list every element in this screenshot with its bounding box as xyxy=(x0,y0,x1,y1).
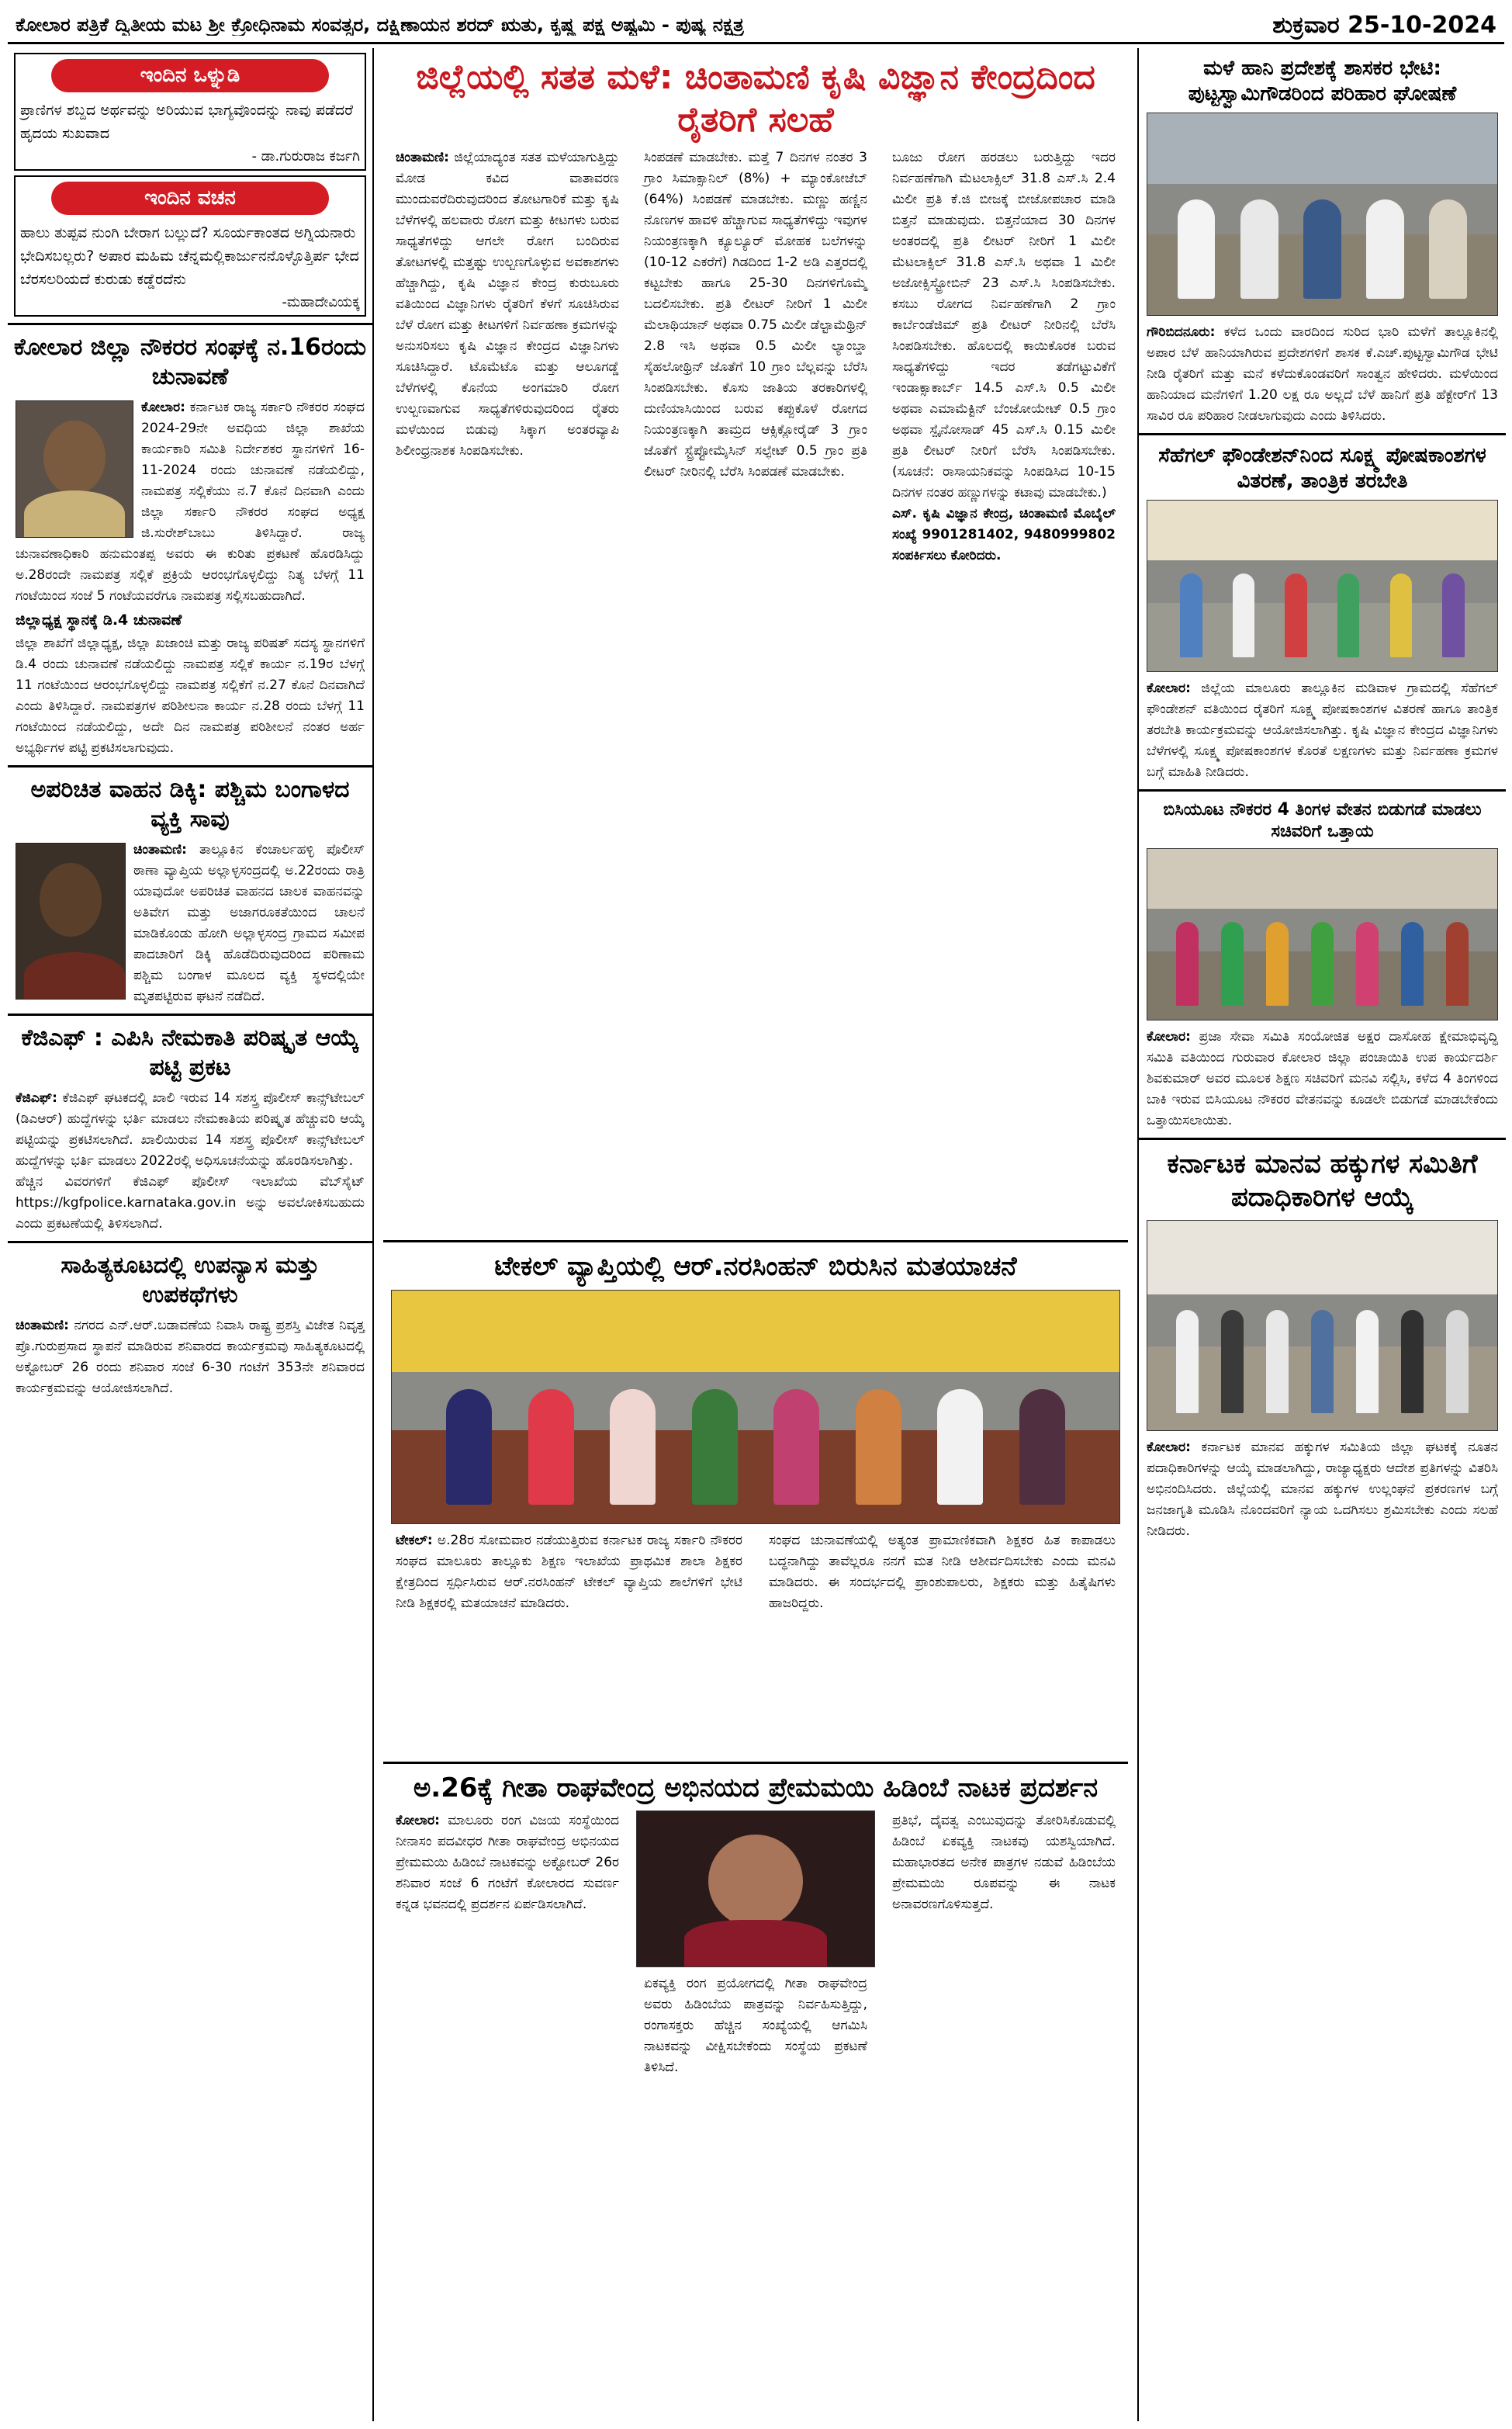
article-body: ಬೂಜು ರೋಗ ಹರಡಲು ಬರುತ್ತಿದ್ದು ಇದರ ನಿರ್ವಹಣೆಗಾಗಿ ಮೆಟಲಾಕ್ಸಿಲ್ 31.8 ಎಸ್.ಸಿ 2.4 ಮಿಲೀ ಪ್ರತಿ ಕೆ.ಜಿ ಬೀಜಕ್ಕೆ ಬೀಜೋಪಚಾರ ಮಾಡಿ ಬಿತ್ತನೆ ಮಾಡುವುದು. ಬಿತ್ತನೆಯಾದ 30 ದಿನಗಳ ಅಂತರದಲ್ಲಿ ಪ್ರತಿ ಲೀಟರ್ ನೀರಿಗೆ 1 ಮಿಲೀ ಮೆಟಲಾಕ್ಸಿಲ್ 31.8 ಎಸ್.ಸಿ ಅಥವಾ 1 ಮಿಲೀ ಅಜೋಕ್ಸಿಸ್ಟ್ರೋಬಿನ್ 23 ಎಸ್.ಸಿ ಸಿಂಪಡಿಸಬೇಕು. ಕಸಬು ರೋಗದ ನಿರ್ವಹಣೆಗಾಗಿ 2 ಗ್ರಾಂ ಕಾರ್ಬೆಂಡೆಜಿಮ್ ಪ್ರತಿ ಲೀಟರ್ ನೀರಿನಲ್ಲಿ ಬೆರೆಸಿ ಸಿಂಪಡಿಸಬೇಕು. ಹೊಲದಲ್ಲಿ ಕಾಯಿಕೊರಕ ಬರುವ ಸಾಧ್ಯತೆಗಳಿದ್ದು ಇದರ ತಡೆಗಟ್ಟುವಿಕೆಗೆ ಇಂಡಾಕ್ಸಾಕಾರ್ಬ್ 14.5 ಎಸ್.ಸಿ 0.5 ಮಿಲೀ ಅಥವಾ ಎಮಾಮೆಕ್ಟಿನ್ ಬೆಂಜೋಯೇಟ್ 0.5 ಗ್ರಾಂ ಅಥವಾ ಸ್ಪೈನೋಸಾಡ್ 45 ಎಸ್.ಸಿ 0.15 ಮಿಲೀ ಪ್ರತಿ ಲೀಟರ್ ನೀರಿಗೆ ಬೆರೆಸಿ ಸಿಂಪಡಿಸಬೇಕು. (ಸೂಚನೆ: ರಾಸಾಯನಿಕವನ್ನು ಸಿಂಪಡಿಸಿದ 10-15 ದಿನಗಳ ನಂತರ ಹಣ್ಣುಗಳನ್ನು ಕಟಾವು ಮಾಡಬೇಕು.) xyxy=(892,150,1116,501)
article-body: ಜಿಲ್ಲಾ ಶಾಖೆಗೆ ಜಿಲ್ಲಾಧ್ಯಕ್ಷ, ಜಿಲ್ಲಾ ಖಜಾಂಚಿ ಮತ್ತು ರಾಜ್ಯ ಪರಿಷತ್ ಸದಸ್ಯ ಸ್ಥಾನಗಳಿಗೆ ಡಿ.4 ರಂದು ಚುನಾವಣೆ ನಡೆಯಲಿದ್ದು ನಾಮಪತ್ರ ಸಲ್ಲಿಕೆ ಕಾರ್ಯ ನ.19ರ ಬೆಳಗ್ಗೆ 11 ಗಂಟೆಯಿಂದ ಆರಂಭಗೊಳ್ಳಲಿದ್ದು ನಾಮಪತ್ರ ಸಲ್ಲಿಕೆಗೆ ನ.27 ಕೊನೆ ದಿನವಾಗಿದೆ ಎಂದು ತಿಳಿಸಿದ್ದಾರೆ. ನಾಮಪತ್ರಗಳ ಪರಿಶೀಲನಾ ಕಾರ್ಯ ನ.28 ರಂದು ಬೆಳಗ್ಗೆ 11 ಗಂಟೆಯಿಂದ ನಡೆಯಲಿದ್ದು, ಅದೇ ದಿನ ನಾಮಪತ್ರ ಪರಿಶೀಲನೆ ನಂತರ ಅರ್ಹ ಅಭ್ಯರ್ಥಿಗಳ ಪಟ್ಟಿ ಪ್ರಕಟಿಸಲಾಗುವುದು. xyxy=(16,636,365,756)
headline-tekal-campaign[interactable]: ಟೇಕಲ್ ವ್ಯಾಪ್ತಿಯಲ್ಲಿ ಆರ್.ನರಸಿಂಹನ್ ಬಿರುಸಿನ ಮತಯಾಚನೆ xyxy=(494,1251,1017,1282)
headline-kgf-recruitment[interactable]: ಕೆಜಿಎಫ್ : ಎಪಿಸಿ ನೇಮಕಾತಿ ಪರಿಷ್ಕೃತ ಆಯ್ಕೆ ಪಟ್ಟಿ ಪ್ರಕಟ xyxy=(21,1024,359,1081)
masthead xyxy=(8,8,1504,44)
newspaper-page xyxy=(8,8,1504,2421)
mla-visit-photo xyxy=(1147,113,1498,316)
article-body: ಕರ್ನಾಟಕ ರಾಜ್ಯ ಸರ್ಕಾರಿ ನೌಕರರ ಸಂಘದ 2024-29ನೇ ಅವಧಿಯ ಜಿಲ್ಲಾ ಶಾಖೆಯ ಕಾರ್ಯಕಾರಿ ಸಮಿತಿ ನಿರ್ದೇಶಕರ ಸ್ಥಾನಗಳಿಗೆ 16-11-2024 ರಂದು ಚುನಾವಣೆ ನಡೆಯಲಿದ್ದು, ನಾಮಪತ್ರ ಸಲ್ಲಿಕೆಯು ನ.7 ಕೊನೆ ದಿನವಾಗಿ ಎಂದು ಜಿಲ್ಲಾ ಸರ್ಕಾರಿ ನೌಕರರ ಸಂಘದ ಅಧ್ಯಕ್ಷ ಜಿ.ಸುರೇಶ್‌ಬಾಬು ತಿಳಿಸಿದ್ದಾರೆ. ರಾಜ್ಯ ಚುನಾವಣಾಧಿಕಾರಿ ಹನುಮಂತಪ್ಪ ಅವರು ಈ ಕುರಿತು ಪ್ರಕಟಣೆ ಹೊರಡಿಸಿದ್ದು ಅ.28ರಂದೇ ನಾಮಪತ್ರ ಸಲ್ಲಿಕೆ ಪ್ರಕ್ರಿಯೆ ಆರಂಭಗೊಳ್ಳಲಿದ್ದು ನಿತ್ಯ ಬೆಳಗ್ಗೆ 11 ಗಂಟೆಯಿಂದ ಸಂಜೆ 5 ಗಂಟೆಯವರೆಗೂ ನಾಮಪತ್ರ ಸಲ್ಲಿಸಬಹುದಾಗಿದೆ. xyxy=(16,400,365,604)
quote-title: ಇಂದಿನ ಒಳ್ನುಡಿ xyxy=(51,59,329,92)
article-body: ತಾಲ್ಲೂಕಿನ ಕೆಂಚಾರ್ಲಹಳ್ಳಿ ಪೊಲೀಸ್ ಠಾಣಾ ವ್ಯಾಪ್ತಿಯ ಅಲ್ಲಾಳ್ಳಸಂದ್ರದಲ್ಲಿ ಅ.22ರಂದು ರಾತ್ರಿ ಯಾವುದೋ ಅಪರಿಚಿತ ವಾಹನದ ಚಾಲಕ ವಾಹನವನ್ನು ಅತಿವೇಗ ಮತ್ತು ಅಜಾಗರೂಕತೆಯಿಂದ ಚಾಲನೆ ಮಾಡಿಕೊಂಡು ಹೋಗಿ ಅಲ್ಲಾಳ್ಳಸಂದ್ರ ಗ್ರಾಮದ ಸಮೀಪ ಪಾದಚಾರಿಗೆ ಡಿಕ್ಕಿ ಹೊಡೆದಿರುವುದರಿಂದ ಪರಿಣಾಮ ಪಶ್ಚಿಮ ಬಂಗಾಳ ಮೂಲದ ವ್ಯಕ್ತಿ ಸ್ಥಳದಲ್ಲಿಯೇ ಮೃತಪಟ್ಟಿರುವ ಘಟನೆ ನಡೆದಿದೆ. xyxy=(133,842,365,1004)
dateline: ಕೋಲಾರ: xyxy=(1147,681,1191,696)
article-body: ಸಿಂಪಡಣೆ ಮಾಡಬೇಕು. ಮತ್ತೆ 7 ದಿನಗಳ ನಂತರ 3 ಗ್ರಾಂ ಸಿಮಾಕ್ಸಾನಿಲ್ (8%) + ಮ್ಯಾಂಕೋಜೆಬ್ (64%) ಸಿಂಪಡಣೆ ಮಾಡಬೇಕು. ಮಣ್ಣು ಹಣ್ಣಿನ ನೊಣಗಳ ಹಾವಳಿ ಹೆಚ್ಚಾಗುವ ಸಾಧ್ಯತೆಗಳಿದ್ದು ಇವುಗಳ ನಿಯಂತ್ರಣಕ್ಕಾಗಿ ಕ್ಯೂಲ್ಯೂರ್ ಮೋಹಕ ಬಲೆಗಳನ್ನು (10-12 ಎಕರೆಗೆ) ಗಿಡದಿಂದ 1-2 ಅಡಿ ಎತ್ತರದಲ್ಲಿ ಕಟ್ಟಬೇಕು ಹಾಗೂ 25-30 ದಿನಗಳಿಗೊಮ್ಮೆ ಬದಲಿಸಬೇಕು. ಪ್ರತಿ ಲೀಟರ್ ನೀರಿಗೆ 1 ಮಿಲೀ ಮೆಲಾಥಿಯಾನ್ ಅಥವಾ 0.75 ಮಿಲೀ ಡೆಲ್ಟಾಮೆಥ್ರಿನ್ 2.8 ಇಸಿ ಅಥವಾ 0.5 ಮಿಲೀ ಲ್ಯಾಂಬ್ಡಾ ಸೈಹಲೋಥ್ರಿನ್ ಜೊತೆಗೆ 10 ಗ್ರಾಂ ಬೆಲ್ಲವನ್ನು ಬೆರೆಸಿ ಸಿಂಪಡಿಸಬೇಕು. ಕೊಸು ಜಾತಿಯ ತರಕಾರಿಗಳಲ್ಲಿ ದುಣಿಯಾಸಿಯಿಂದ ಬರುವ ಕಪ್ಪುಕೊಳೆ ರೋಗದ ನಿಯಂತ್ರಣಕ್ಕಾಗಿ ತಾಮ್ರದ ಆಕ್ಸಿಕ್ಲೋರೈಡ್ 3 ಗ್ರಾಂ ಜೊತೆಗೆ ಸ್ಟ್ರೆಪ್ಟೋಮೈಸಿನ್ ಸಲ್ಫೇಟ್ 0.5 ಗ್ರಾಂ ಪ್ರತಿ ಲೀಟರ್ ನೀರಿನಲ್ಲಿ ಬೆರೆಸಿ ಸಿಂಪಡಣೆ ಮಾಡಬೇಕು. xyxy=(644,150,867,480)
dateline: ಟೇಕಲ್: xyxy=(396,1532,433,1548)
contact-info: ಎಸ್. ಕೃಷಿ ವಿಜ್ಞಾನ ಕೇಂದ್ರ, ಚಿಂತಾಮಣಿ ಮೊಬೈಲ್ ಸಂಖ್ಯೆ 9901281402, 9480999802 ಸಂಪರ್ಕಿಸಲು ಕೋರಿದರು. xyxy=(892,506,1116,563)
article-body: ಪ್ರತಿಭೆ, ದೈವತ್ವ ಎಂಬುವುದನ್ನು ತೋರಿಸಿಕೊಡುವಲ್ಲಿ ಹಿಡಿಂಬೆ ಏಕವ್ಯಕ್ತಿ ನಾಟಕವು ಯಶಸ್ವಿಯಾಗಿದೆ. ಮಹಾಭಾರತದ ಅನೇಕ ಪಾತ್ರಗಳ ನಡುವೆ ಹಿಡಿಂಬೆಯ ಪ್ರೇಮಮಯಿ ರೂಪವನ್ನು ಈ ನಾಟಕ ಅನಾವರಣಗೊಳಿಸುತ್ತದೆ. xyxy=(892,1813,1116,1912)
article-body: ಮಾಲೂರು ರಂಗ ವಿಜಯ ಸಂಸ್ಥೆಯಿಂದ ನೀನಾಸಂ ಪದವೀಧರ ಗೀತಾ ರಾಘವೇಂದ್ರ ಅಭಿನಯದ ಪ್ರೇಮಮಯಿ ಹಿಡಿಂಬೆ ನಾಟಕವನ್ನು ಅಕ್ಟೋಬರ್ 26ರ ಶನಿವಾರ ಸಂಜೆ 6 ಗಂಟೆಗೆ ಕೋಲಾರದ ಸುವರ್ಣ ಕನ್ನಡ ಭವನದಲ್ಲಿ ಪ್ರದರ್ಶನ ಏರ್ಪಡಿಸಲಾಗಿದೆ. xyxy=(396,1813,619,1912)
subheading: ಜಿಲ್ಲಾಧ್ಯಕ್ಷ ಸ್ಥಾನಕ್ಕೆ ಡಿ.4 ಚುನಾವಣೆ xyxy=(16,612,182,629)
kgf-website-text: ಹೆಚ್ಚಿನ ವಿವರಗಳಿಗೆ ಕೆಜಿಎಫ್ ಪೊಲೀಸ್ ಇಲಾಖೆಯ ವೆಬ್‌ಸೈಟ್ https://kgfpolice.karnataka.gov.in ಅನ್ನು ಅವಲೋಕಿಸಬಹುದು ಎಂದು ಪ್ರಕಟಣೆಯಲ್ಲಿ ತಿಳಿಸಲಾಗಿದೆ. xyxy=(16,1174,365,1232)
article-body: ಜಿಲ್ಲೆಯಾದ್ಯಂತ ಸತತ ಮಳೆಯಾಗುತ್ತಿದ್ದು ಮೋಡ ಕವಿದ ವಾತಾವರಣ ಮುಂದುವರೆದಿರುವುದರಿಂದ ತೋಟಗಾರಿಕೆ ಮತ್ತು ಕೃಷಿ ಬೆಳೆಗಳಲ್ಲಿ ಹಲವಾರು ರೋಗ ಮತ್ತು ಕೀಟಗಳು ಬರುವ ಸಾಧ್ಯತೆಗಳಿದ್ದು ಆಗಲೇ ರೋಗ ಬಂದಿರುವ ತೋಟಗಳಲ್ಲಿ ಮತ್ತಷ್ಟು ಉಲ್ಬಣಗೊಳ್ಳುವ ಅವಕಾಶಗಳು ಹೆಚ್ಚಾಗಿದ್ದು, ಕೃಷಿ ವಿಜ್ಞಾನ ಕೇಂದ್ರ ಕುರುಬೂರು ವತಿಯಿಂದ ವಿಜ್ಞಾನಿಗಳು ರೈತರಿಗೆ ಕೆಳಗೆ ಸೂಚಿಸಿರುವ ಬೆಳೆ ರೋಗ ಮತ್ತು ಕೀಟಗಳಿಗೆ ನಿರ್ವಹಣಾ ಕ್ರಮಗಳನ್ನು ಅನುಸರಿಸಲು ಕೃಷಿ ವಿಜ್ಞಾನ ಕೇಂದ್ರದ ವಿಜ್ಞಾನಿಗಳು ಸೂಚಿಸಿದ್ದಾರೆ. ಟೊಮೆಟೊ ಮತ್ತು ಆಲೂಗಡ್ಡೆ ಬೆಳೆಗಳಲ್ಲಿ ಕೊನೆಯ ಅಂಗಮಾರಿ ರೋಗ ಉಲ್ಬಣವಾಗುವ ಸಾಧ್ಯತೆಗಳಿರುವುದರಿಂದ ರೈತರು ಮಳೆಯಿಂದ ಬಿಡುವು ಸಿಕ್ಕಾಗ ಅಂತರವ್ಯಾಪಿ ಶಿಲೀಂಧ್ರನಾಶಕ ಸಿಂಪಡಿಸಬೇಕು. xyxy=(396,150,619,459)
masthead-date: ಶುಕ್ರವಾರ 25-10-2024 xyxy=(1272,11,1496,39)
headline-midday-meal-wages[interactable]: ಬಿಸಿಯೂಟ ನೌಕರರ 4 ತಿಂಗಳ ವೇತನ ಬಿಡುಗಡೆ ಮಾಡಲು ಸಚಿವರಿಗೆ ಒತ್ತಾಯ xyxy=(1163,800,1482,841)
right-column xyxy=(1137,48,1506,2421)
headline-hidimbe-play[interactable]: ಅ.26ಕ್ಕೆ ಗೀತಾ ರಾಘವೇಂದ್ರ ಅಭಿನಯದ ಪ್ರೇಮಮಯಿ ಹಿಡಿಂಬೆ ನಾಟಕ ಪ್ರದರ್ಶನ xyxy=(413,1772,1099,1804)
dateline: ಗೌರಿಬಿದನೂರು: xyxy=(1147,324,1216,340)
dateline: ಕೋಲಾರ: xyxy=(396,1813,440,1828)
divider xyxy=(383,1762,1128,1764)
dateline: ಕೋಲಾರ: xyxy=(1147,1440,1191,1455)
dateline: ಕೆಜಿಎಫ್: xyxy=(16,1090,57,1106)
vachana-text: ಹಾಲು ತುಪ್ಪವ ನುಂಗಿ ಬೇರಾಗ ಬಲ್ಲುದೆ? ಸೂರ್ಯಕಾಂತದ ಅಗ್ನಿಯನಾರು ಭೇದಿಸಬಲ್ಲರು? ಅಪಾರ ಮಹಿಮ ಚೆನ್ನಮಲ್ಲಿಕಾರ್ಜುನನೊಳ್ಳೊತ್ತಿರ್ಪ ಭೇದ ಬೆರಸಲರಿಯದೆ ಕುರುಡು ಕಡ್ಡೆರದೆನು xyxy=(20,224,359,288)
campaign-photo xyxy=(391,1290,1120,1524)
article-body: ಜಿಲ್ಲೆಯ ಮಾಲೂರು ತಾಲ್ಲೂಕಿನ ಮಡಿವಾಳ ಗ್ರಾಮದಲ್ಲಿ ಸೆಹೆಗಲ್ ಫೌಂಡೇಶನ್ ವತಿಯಿಂದ ರೈತರಿಗೆ ಸೂಕ್ಷ್ಮ ಪೋಷಕಾಂಶಗಳ ವಿತರಣೆ ಹಾಗೂ ತಾಂತ್ರಿಕ ತರಬೇತಿ ಕಾರ್ಯಕ್ರಮವನ್ನು ಆಯೋಜಿಸಲಾಗಿತ್ತು. ಕೃಷಿ ವಿಜ್ಞಾನ ಕೇಂದ್ರದ ವಿಜ್ಞಾನಿಗಳು ಬೆಳೆಗಳಲ್ಲಿ ಸೂಕ್ಷ್ಮ ಪೋಷಕಾಂಶಗಳ ಕೊರತೆ ಲಕ್ಷಣಗಳು ಮತ್ತು ನಿರ್ವಹಣಾ ಕ್ರಮಗಳ ಬಗ್ಗೆ ಮಾಹಿತಿ ನೀಡಿದರು. xyxy=(1147,681,1498,780)
dateline: ಕೋಲಾರ: xyxy=(141,400,185,415)
victim-photo xyxy=(16,843,126,1000)
article-body: ಕೆಜಿಎಫ್ ಘಟಕದಲ್ಲಿ ಖಾಲಿ ಇರುವ 14 ಸಶಸ್ತ್ರ ಪೊಲೀಸ್ ಕಾನ್ಸ್‌ಟೇಬಲ್ (ಡಿಎಆರ್) ಹುದ್ದೆಗಳನ್ನು ಭರ್ತಿ ಮಾಡಲು ನೇಮಕಾತಿಯ ಪರಿಷ್ಕೃತ ಹೆಚ್ಚುವರಿ ಆಯ್ಕೆ ಪಟ್ಟಿಯನ್ನು ಪ್ರಕಟಿಸಲಾಗಿದೆ. ಖಾಲಿಯಿರುವ 14 ಸಶಸ್ತ್ರ ಪೊಲೀಸ್ ಕಾನ್ಸ್‌ಟೇಬಲ್ ಹುದ್ದೆಗಳನ್ನು ಭರ್ತಿ ಮಾಡಲು 2022ರಲ್ಲಿ ಅಧಿಸೂಚನೆಯನ್ನು ಹೊರಡಿಸಲಾಗಿತ್ತು. xyxy=(16,1090,365,1169)
divider xyxy=(1139,1138,1506,1140)
masthead-info: ಕೋಲಾರ ಪತ್ರಿಕೆ ದ್ವಿತೀಯ ಮಟ ಶ್ರೀ ಕ್ರೋಧಿನಾಮ ಸಂವತ್ಸರ, ದಕ್ಷಿಣಾಯನ ಶರದ್ ಋತು, ಕೃಷ್ಣ ಪಕ್ಷ ಅಷ್ಟಮಿ - ಪುಷ್ಯ ನಕ್ಷತ್ರ xyxy=(16,14,744,36)
divider xyxy=(8,323,372,325)
quote-text: ಪ್ರಾಣಿಗಳ ಶಬ್ದದ ಅರ್ಥವನ್ನು ಅರಿಯುವ ಭಾಗ್ಯವೊಂದನ್ನು ನಾವು ಪಡೆದರೆ ಹೃದಯ ಸುಖವಾದ xyxy=(20,102,354,142)
article-body: ಕಳೆದ ಒಂದು ವಾರದಿಂದ ಸುರಿದ ಭಾರಿ ಮಳೆಗೆ ತಾಲ್ಲೂಕಿನಲ್ಲಿ ಅಪಾರ ಬೆಳೆ ಹಾನಿಯಾಗಿರುವ ಪ್ರದೇಶಗಳಿಗೆ ಶಾಸಕ ಕೆ.ಎಚ್.ಪುಟ್ಟಸ್ವಾಮಿಗೌಡ ಭೇಟಿ ನೀಡಿ ರೈತರಿಗೆ ಮತ್ತು ಮನೆ ಕಳೆದುಕೊಂಡವರಿಗೆ ಸಾಂತ್ವನ ಹೇಳಿದರು. ಮಳೆಯಿಂದ ಹಾನಿಯಾದ ಮನೆಗಳಿಗೆ 1.20 ಲಕ್ಷ ರೂ ಅಲ್ಲದೆ ಬೆಳೆ ಹಾನಿಗೆ ಪ್ರತಿ ಹೆಕ್ಟೇರ್‌ಗೆ 13 ಸಾವಿರ ರೂ ಪರಿಹಾರ ನೀಡಲಾಗುವುದು ಎಂದು ತಿಳಿಸಿದರು. xyxy=(1147,324,1498,424)
headline-employees-election[interactable]: ಕೋಲಾರ ಜಿಲ್ಲಾ ನೌಕರರ ಸಂಘಕ್ಕೆ ನ.16ರಂದು ಚುನಾವಣೆ xyxy=(13,334,367,390)
dateline: ಚಿಂತಾಮಣಿ: xyxy=(396,150,449,165)
article-body: ಸಂಘದ ಚುನಾವಣೆಯಲ್ಲಿ ಅತ್ಯಂತ ಪ್ರಾಮಾಣಿಕವಾಗಿ ಶಿಕ್ಷಕರ ಹಿತ ಕಾಪಾಡಲು ಬದ್ಧನಾಗಿದ್ದು ತಾವೆಲ್ಲರೂ ನನಗೆ ಮತ ನೀಡಿ ಆಶೀರ್ವದಿಸಬೇಕು ಎಂದು ಮನವಿ ಮಾಡಿದರು. ಈ ಸಂದರ್ಭದಲ್ಲಿ ಪ್ರಾಂಶುಪಾಲರು, ಶಿಕ್ಷಕರು ಮತ್ತು ಹಿತೈಷಿಗಳು ಹಾಜರಿದ್ದರು. xyxy=(769,1532,1116,1611)
portrait-photo xyxy=(16,400,133,538)
headline-human-rights-committee[interactable]: ಕರ್ನಾಟಕ ಮಾನವ ಹಕ್ಕುಗಳ ಸಮಿತಿಗೆ ಪದಾಧಿಕಾರಿಗಳ ಆಯ್ಕೆ xyxy=(1167,1149,1478,1213)
vachana-author: -ಮಹಾದೇವಿಯಕ್ಕ xyxy=(282,294,360,310)
actor-photo xyxy=(636,1810,875,1967)
divider xyxy=(8,1241,372,1243)
lead-headline[interactable]: ಜಿಲ್ಲೆಯಲ್ಲಿ ಸತತ ಮಳೆ: ಚಿಂತಾಮಣಿ ಕೃಷಿ ವಿಜ್ಞಾನ ಕೇಂದ್ರದಿಂದ ರೈತರಿಗೆ ಸಲಹೆ xyxy=(416,57,1095,140)
left-column xyxy=(8,48,374,2421)
dateline: ಚಿಂತಾಮಣಿ: xyxy=(133,842,187,858)
quote-author: - ಡಾ.ಗುರುರಾಜ ಕರ್ಜಗಿ xyxy=(251,148,360,165)
headline-sehgal-foundation[interactable]: ಸೆಹೆಗಲ್ ಫೌಂಡೇಶನ್‌ನಿಂದ ಸೂಕ್ಷ್ಮ ಪೋಷಕಾಂಶಗಳ ವಿತರಣೆ, ತಾಂತ್ರಿಕ ತರಬೇತಿ xyxy=(1158,444,1486,493)
divider xyxy=(1139,433,1506,435)
vachana-title: ಇಂದಿನ ವಚನ xyxy=(51,182,329,215)
center-column xyxy=(383,48,1128,2421)
divider xyxy=(383,1240,1128,1242)
article-body: ಪ್ರಜಾ ಸೇವಾ ಸಮಿತಿ ಸಂಯೋಜಿತ ಅಕ್ಷರ ದಾಸೋಹ ಕ್ಷೇಮಾಭಿವೃದ್ಧಿ ಸಮಿತಿ ವತಿಯಿಂದ ಗುರುವಾರ ಕೋಲಾರ ಜಿಲ್ಲಾ ಪಂಚಾಯಿತಿ ಉಪ ಕಾರ್ಯದರ್ಶಿ ಶಿವಕುಮಾರ್ ಅವರ ಮೂಲಕ ಶಿಕ್ಷಣ ಸಚಿವರಿಗೆ ಮನವಿ ಸಲ್ಲಿಸಿ, ಕಳೆದ 4 ತಿಂಗಳಿಂದ ಬಾಕಿ ಇರುವ ಬಿಸಿಯೂಟ ನೌಕರರ ವೇತನವನ್ನು ಕೂಡಲೇ ಬಿಡುಗಡೆ ಮಾಡಬೇಕೆಂದು ಒತ್ತಾಯಿಸಲಾಯಿತು. xyxy=(1147,1029,1498,1128)
article-body: ಏಕವ್ಯಕ್ತಿ ರಂಗ ಪ್ರಯೋಗದಲ್ಲಿ ಗೀತಾ ರಾಘವೇಂದ್ರ ಅವರು ಹಿಡಿಂಬೆಯ ಪಾತ್ರವನ್ನು ನಿರ್ವಹಿಸುತ್ತಿದ್ದು, ರಂಗಾಸಕ್ತರು ಹೆಚ್ಚಿನ ಸಂಖ್ಯೆಯಲ್ಲಿ ಆಗಮಿಸಿ ನಾಟಕವನ್ನು ವೀಕ್ಷಿಸಬೇಕೆಂದು ಸಂಸ್ಥೆಯ ಪ್ರಕಟಣೆ ತಿಳಿಸಿದೆ. xyxy=(644,1976,867,2075)
divider xyxy=(1139,789,1506,792)
foundation-photo xyxy=(1147,500,1498,672)
divider xyxy=(8,765,372,768)
article-body: ನಗರದ ಎನ್.ಆರ್.ಬಡಾವಣೆಯ ನಿವಾಸಿ ರಾಷ್ಟ್ರ ಪ್ರಶಸ್ತಿ ವಿಜೇತ ನಿವೃತ್ತ ಪ್ರೊ.ಗುರುಪ್ರಸಾದ ಸ್ಥಾಪನೆ ಮಾಡಿರುವ ಶನಿವಾರದ ಕಾರ್ಯಕ್ರಮವು ಸಾಹಿತ್ಯಕೂಟದಲ್ಲಿ ಅಕ್ಟೋಬರ್ 26 ರಂದು ಶನಿವಾರ ಸಂಜೆ 6-30 ಗಂಟೆಗೆ 353ನೇ ಶನಿವಾರದ ಕಾರ್ಯಕ್ರಮವನ್ನು ಆಯೋಜಿಸಲಾಗಿದೆ. xyxy=(16,1318,365,1396)
article-body: ಕರ್ನಾಟಕ ಮಾನವ ಹಕ್ಕುಗಳ ಸಮಿತಿಯ ಜಿಲ್ಲಾ ಘಟಕಕ್ಕೆ ನೂತನ ಪದಾಧಿಕಾರಿಗಳನ್ನು ಆಯ್ಕೆ ಮಾಡಲಾಗಿದ್ದು, ರಾಜ್ಯಾಧ್ಯಕ್ಷರು ಆದೇಶ ಪ್ರತಿಗಳನ್ನು ವಿತರಿಸಿ ಅಭಿನಂದಿಸಿದರು. ಜಿಲ್ಲೆಯಲ್ಲಿ ಮಾನವ ಹಕ್ಕುಗಳ ಉಲ್ಲಂಘನೆ ಪ್ರಕರಣಗಳ ಬಗ್ಗೆ ಜನಜಾಗೃತಿ ಮೂಡಿಸಿ ನೊಂದವರಿಗೆ ನ್ಯಾಯ ಒದಗಿಸಲು ಶ್ರಮಿಸಬೇಕು ಎಂದು ಸಲಹೆ ನೀಡಿದರು. xyxy=(1147,1440,1499,1539)
quote-box xyxy=(14,53,366,171)
dateline: ಕೋಲಾರ: xyxy=(1147,1029,1191,1045)
dateline: ಚಿಂತಾಮಣಿ: xyxy=(16,1318,69,1333)
headline-accident[interactable]: ಅಪರಿಚಿತ ವಾಹನ ಡಿಕ್ಕಿ: ಪಶ್ಚಿಮ ಬಂಗಾಳದ ವ್ಯಕ್ತಿ ಸಾವು xyxy=(30,776,350,833)
committee-photo xyxy=(1147,1220,1498,1431)
divider xyxy=(8,1014,372,1016)
headline-rain-damage[interactable]: ಮಳೆ ಹಾನಿ ಪ್ರದೇಶಕ್ಕೆ ಶಾಸಕರ ಭೇಟಿ: ಪುಟ್ಟಸ್ವಾಮಿಗೌಡರಿಂದ ಪರಿಹಾರ ಘೋಷಣೆ xyxy=(1188,57,1457,106)
article-body: ಅ.28ರ ಸೋಮವಾರ ನಡೆಯುತ್ತಿರುವ ಕರ್ನಾಟಕ ರಾಜ್ಯ ಸರ್ಕಾರಿ ನೌಕರರ ಸಂಘದ ಮಾಲೂರು ತಾಲ್ಲೂಕು ಶಿಕ್ಷಣ ಇಲಾಖೆಯ ಪ್ರಾಥಮಿಕ ಶಾಲಾ ಶಿಕ್ಷಕರ ಕ್ಷೇತ್ರದಿಂದ ಸ್ಪರ್ಧಿಸಿರುವ ಆರ್.ನರಸಿಂಹನ್ ಟೇಕಲ್ ವ್ಯಾಪ್ತಿಯ ಶಾಲೆಗಳಿಗೆ ಭೇಟಿ ನೀಡಿ ಶಿಕ್ಷಕರಲ್ಲಿ ಮತಯಾಚನೆ ಮಾಡಿದರು. xyxy=(396,1532,742,1611)
vachana-box xyxy=(14,175,366,317)
memorandum-photo xyxy=(1147,848,1498,1020)
headline-sahitya-koota[interactable]: ಸಾಹಿತ್ಯಕೂಟದಲ್ಲಿ ಉಪನ್ಯಾಸ ಮತ್ತು ಉಪಕಥೆಗಳು xyxy=(61,1252,320,1308)
